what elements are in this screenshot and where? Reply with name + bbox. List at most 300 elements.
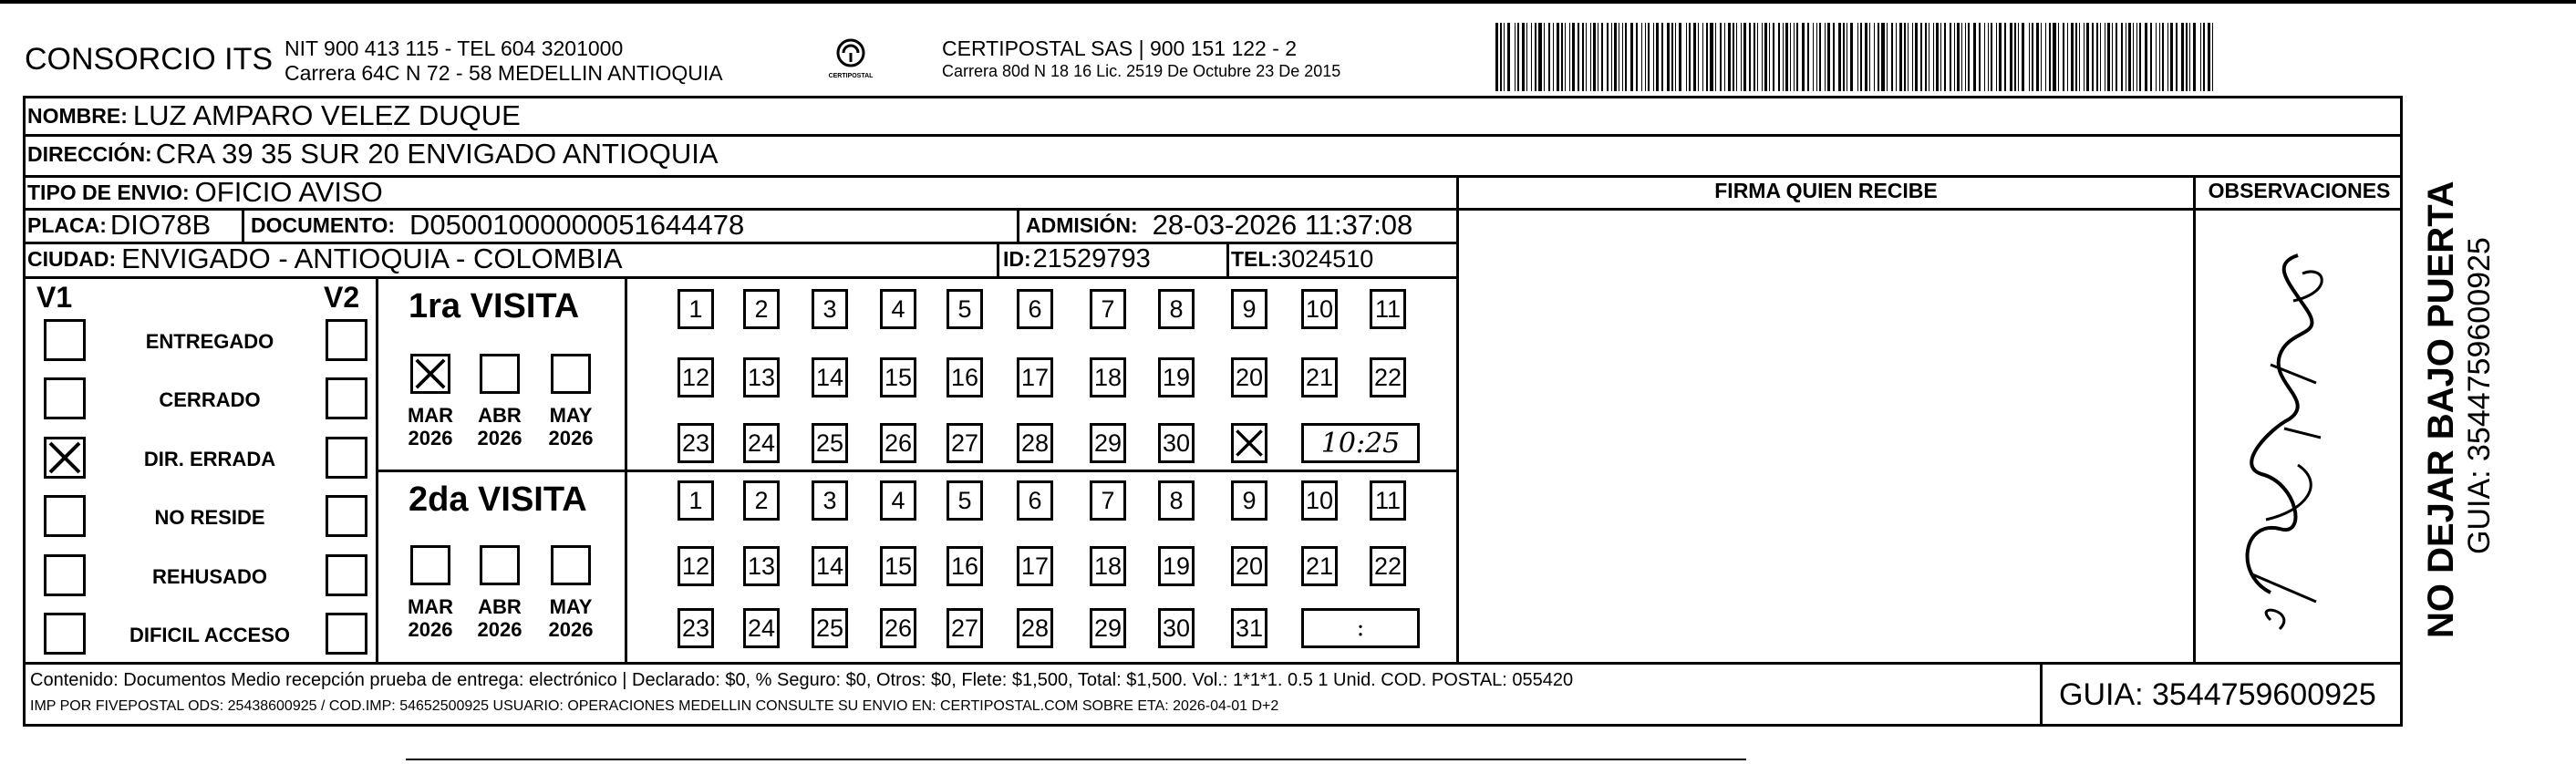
barcode-bar (2170, 23, 2173, 91)
barcode-bar (2067, 23, 2068, 91)
barcode-bar (1686, 23, 1687, 91)
footer-guia: GUIA: 3544759600925 (2059, 677, 2376, 712)
barcode-bar (1954, 23, 1955, 91)
barcode-bar (2208, 23, 2210, 91)
day-box[interactable]: 13 (743, 357, 780, 397)
barcode-bar (2136, 23, 2137, 91)
day-box[interactable]: 7 (1090, 480, 1126, 521)
barcode-bar (1984, 23, 1985, 91)
barcode-bar (1936, 23, 1939, 91)
day-box[interactable]: 21 (1301, 546, 1338, 586)
barcode-bar (1582, 23, 1584, 91)
day-box[interactable]: 15 (880, 357, 916, 397)
barcode-bar (2022, 23, 2024, 91)
second-visit-title: 2da VISITA (409, 480, 587, 519)
barcode (1495, 23, 2220, 91)
barcode-bar (1869, 23, 1870, 91)
barcode-bar (2086, 23, 2089, 91)
day-box[interactable]: 4 (880, 289, 916, 329)
barcode-bar (1991, 23, 1992, 91)
month-name: ABR (478, 595, 522, 618)
barcode-bar (1522, 23, 1525, 91)
day-box[interactable]: 11 (1370, 480, 1406, 521)
side-no-dejar: NO DEJAR BAJO PUERTA (2421, 181, 2461, 638)
placa-value: DIO78B (109, 209, 212, 241)
barcode-bar (2041, 23, 2042, 91)
admision-row (1026, 209, 1412, 242)
day-box[interactable]: 28 (1017, 608, 1053, 648)
barcode-bar (1689, 23, 1691, 91)
nombre-label: NOMBRE: (27, 103, 128, 128)
barcode-bar (1896, 23, 1897, 91)
carrier-license: Carrera 80d N 18 16 Lic. 2519 De Octubre 23 De 2015 (942, 62, 1341, 80)
month-checkbox[interactable] (410, 545, 450, 585)
day-box[interactable]: 16 (947, 546, 983, 586)
ciudad-value: ENVIGADO - ANTIOQUIA - COLOMBIA (121, 243, 623, 274)
day-box[interactable]: 29 (1090, 608, 1126, 648)
day-box[interactable]: 1 (678, 480, 714, 521)
barcode-bar (1794, 23, 1795, 91)
status-label: CERRADO (159, 388, 261, 411)
month-checkbox[interactable] (410, 354, 450, 394)
day-box[interactable]: 6 (1017, 480, 1053, 521)
barcode-bar (1572, 23, 1575, 91)
barcode-bar (1636, 23, 1638, 91)
barcode-bar (2010, 23, 2012, 91)
barcode-bar (1999, 23, 2002, 91)
barcode-bar (1653, 23, 1654, 91)
barcode-bar (1538, 23, 1542, 91)
barcode-bar (1878, 23, 1879, 91)
barcode-bar (2189, 23, 2190, 91)
barcode-bar (2116, 23, 2117, 91)
rule (242, 208, 244, 242)
barcode-bar (1743, 23, 1746, 91)
barcode-bar (1741, 23, 1742, 91)
barcode-bar (1785, 23, 1788, 91)
barcode-bar (1724, 23, 1725, 91)
day-box[interactable]: 18 (1090, 357, 1126, 397)
month-name: MAY (549, 404, 593, 427)
day-box[interactable]: 22 (1370, 546, 1406, 586)
barcode-bar (2186, 23, 2188, 91)
barcode-bar (1813, 23, 1814, 91)
v2-checkbox[interactable] (326, 319, 367, 361)
barcode-bar (1698, 23, 1699, 91)
barcode-bar (1611, 23, 1612, 91)
barcode-bar (2092, 23, 2094, 91)
v1-label: V1 (36, 281, 73, 314)
barcode-bar (1544, 23, 1545, 91)
barcode-bar (1590, 23, 1591, 91)
certipostal-logo (825, 36, 876, 86)
barcode-bar (1881, 23, 1885, 91)
day-box[interactable]: 29 (1090, 423, 1126, 463)
barcode-bar (1702, 23, 1703, 91)
day-box[interactable]: 6 (1017, 289, 1053, 329)
tel-value: 3024510 (1278, 244, 1374, 273)
barcode-bar (1979, 23, 1981, 91)
v2-checkbox[interactable] (326, 554, 367, 596)
first-visit-time[interactable]: 10:25 (1301, 423, 1420, 463)
rule (1456, 175, 1459, 662)
barcode-bar (1565, 23, 1566, 91)
day-box[interactable]: 26 (880, 423, 916, 463)
barcode-bar (2071, 23, 2074, 91)
day-box[interactable]: 17 (1017, 546, 1053, 586)
barcode-bar (2053, 23, 2056, 91)
barcode-bar (1944, 23, 1946, 91)
observaciones-header: OBSERVACIONES (2208, 179, 2391, 202)
month-checkbox[interactable] (480, 545, 520, 585)
day-box[interactable]: 3 (812, 289, 848, 329)
day-box[interactable]: 2 (743, 289, 780, 329)
placa-row (27, 209, 211, 242)
day-box[interactable]: 16 (947, 357, 983, 397)
barcode-bar (1790, 23, 1791, 91)
barcode-bar (1908, 23, 1909, 91)
v1-checkbox[interactable] (44, 495, 86, 537)
barcode-bar (1950, 23, 1951, 91)
month-year: 2026 (548, 618, 594, 641)
barcode-bar (1667, 23, 1670, 91)
barcode-bar (2084, 23, 2085, 91)
day-box[interactable]: 14 (812, 357, 848, 397)
barcode-bar (2049, 23, 2051, 91)
barcode-bar (1671, 23, 1673, 91)
barcode-bar (1769, 23, 1770, 91)
v2-checkbox[interactable] (326, 377, 367, 419)
day-box[interactable]: 9 (1231, 289, 1267, 329)
firma-header: FIRMA QUIEN RECIBE (1714, 179, 1938, 202)
day-box[interactable]: 8 (1158, 480, 1195, 521)
barcode-bar (1833, 23, 1835, 91)
barcode-bar (1961, 23, 1962, 91)
day-box[interactable]: 21 (1301, 357, 1338, 397)
day-box[interactable]: 19 (1158, 546, 1195, 586)
barcode-bar (2162, 23, 2164, 91)
barcode-bar (1807, 23, 1809, 91)
barcode-bar (1988, 23, 1989, 91)
day-box[interactable]: 4 (880, 480, 916, 521)
barcode-bar (1720, 23, 1722, 91)
day-box[interactable]: 15 (880, 546, 916, 586)
day-box[interactable]: 23 (678, 423, 714, 463)
barcode-bar (1593, 23, 1596, 91)
company-nit: NIT 900 413 115 - TEL 604 3201000 (284, 36, 624, 60)
barcode-bar (2058, 23, 2059, 91)
signature (2216, 246, 2353, 647)
barcode-bar (1802, 23, 1805, 91)
barcode-bar (2018, 23, 2019, 91)
id-row (1003, 243, 1151, 275)
barcode-bar (1614, 23, 1617, 91)
day-box[interactable]: 20 (1231, 357, 1267, 397)
company-name: CONSORCIO ITS (25, 42, 274, 77)
barcode-bar (1733, 23, 1734, 91)
barcode-bar (2004, 23, 2006, 91)
barcode-bar (1904, 23, 1906, 91)
barcode-bar (1728, 23, 1731, 91)
barcode-bar (1819, 23, 1821, 91)
nombre-value: LUZ AMPARO VELEZ DUQUE (132, 99, 521, 131)
nombre-row (27, 98, 521, 134)
barcode-bar (1757, 23, 1758, 91)
barcode-bar (1887, 23, 1888, 91)
rule (1017, 208, 1019, 242)
barcode-bar (2193, 23, 2196, 91)
barcode-bar (1607, 23, 1609, 91)
header (0, 0, 2576, 96)
barcode-bar (2121, 23, 2123, 91)
month-label (472, 595, 527, 641)
id-label: ID: (1003, 246, 1031, 271)
barcode-bar (2014, 23, 2016, 91)
day-box[interactable]: 7 (1090, 289, 1126, 329)
barcode-bar (1940, 23, 1941, 91)
barcode-bar (1749, 23, 1751, 91)
day-box[interactable]: 25 (812, 608, 848, 648)
month-name: MAR (407, 595, 454, 618)
day-box[interactable]: 10 (1301, 480, 1338, 521)
v1-checkbox[interactable] (44, 554, 86, 596)
status-label: DIR. ERRADA (143, 448, 276, 470)
day-box[interactable]: 27 (947, 423, 983, 463)
day-box[interactable]: 26 (880, 608, 916, 648)
day-box[interactable]: 10 (1301, 289, 1338, 329)
day-box[interactable]: 31 (1231, 608, 1267, 648)
month-checkbox[interactable] (551, 354, 591, 394)
barcode-bar (1710, 23, 1713, 91)
barcode-bar (1915, 23, 1918, 91)
status-label: DIFICIL ACCESO (129, 624, 290, 646)
footer-line2: IMP POR FIVEPOSTAL ODS: 25438600925 / COD.IMP: 54652500925 USUARIO: OPERACIONES MEDELLIN CONSULTE SU ENVIO EN: CERTIPOSTAL.COM SOBRE ETA: 2026-04-01 D+2 (30, 698, 1279, 714)
barcode-bar (1693, 23, 1696, 91)
v1-checkbox[interactable] (44, 319, 86, 361)
barcode-bar (2075, 23, 2077, 91)
day-box[interactable]: 2 (743, 480, 780, 521)
barcode-bar (1778, 23, 1780, 91)
barcode-bar (2176, 23, 2178, 91)
documento-row (251, 209, 744, 242)
barcode-bar (1715, 23, 1716, 91)
barcode-bar (1899, 23, 1902, 91)
barcode-bar (2156, 23, 2157, 91)
month-name: MAR (407, 404, 454, 427)
barcode-bar (1500, 23, 1502, 91)
tipo-label: TIPO DE ENVIO: (27, 180, 190, 204)
barcode-bar (1865, 23, 1867, 91)
rule (1456, 208, 2403, 211)
day-box[interactable]: 17 (1017, 357, 1053, 397)
barcode-bar (1569, 23, 1570, 91)
barcode-bar (1675, 23, 1676, 91)
day-box[interactable]: 9 (1231, 480, 1267, 521)
barcode-bar (2167, 23, 2168, 91)
barcode-bar (1557, 23, 1559, 91)
day-box[interactable]: 19 (1158, 357, 1195, 397)
barcode-bar (2036, 23, 2039, 91)
barcode-bar (1601, 23, 1603, 91)
barcode-bar (2133, 23, 2134, 91)
barcode-bar (1625, 23, 1627, 91)
direccion-row (27, 136, 719, 172)
rule (2193, 175, 2196, 662)
barcode-bar (1553, 23, 1554, 91)
rule (997, 242, 999, 276)
day-box[interactable]: 12 (678, 357, 714, 397)
bottom-rule (406, 759, 1746, 760)
barcode-bar (1645, 23, 1646, 91)
month-label (472, 404, 527, 449)
barcode-bar (1968, 23, 1970, 91)
status-label: REHUSADO (152, 565, 267, 588)
v2-checkbox[interactable] (326, 613, 367, 655)
barcode-bar (1920, 23, 1922, 91)
barcode-bar (1933, 23, 1934, 91)
month-year: 2026 (408, 618, 453, 641)
barcode-bar (1957, 23, 1960, 91)
tipo-row (27, 176, 383, 209)
barcode-bar (1891, 23, 1893, 91)
barcode-bar (1504, 23, 1505, 91)
documento-value: D05001000000051644478 (409, 209, 745, 241)
barcode-bar (1526, 23, 1527, 91)
day-box[interactable]: 24 (743, 608, 780, 648)
barcode-bar (1578, 23, 1579, 91)
barcode-bar (1736, 23, 1737, 91)
month-year: 2026 (477, 427, 522, 449)
day-box[interactable]: 20 (1231, 546, 1267, 586)
day-box[interactable]: 23 (678, 608, 714, 648)
placa-label: PLACA: (27, 212, 107, 237)
barcode-bar (1656, 23, 1659, 91)
day-box[interactable]: 8 (1158, 289, 1195, 329)
rule (23, 276, 1457, 279)
second-visit-time[interactable]: : (1301, 608, 1420, 648)
admision-value: 28-03-2026 11:37:08 (1152, 209, 1413, 241)
day-box[interactable]: 30 (1158, 423, 1195, 463)
month-year: 2026 (477, 618, 522, 641)
day-box[interactable]: 24 (743, 423, 780, 463)
barcode-bar (2159, 23, 2160, 91)
barcode-bar (1827, 23, 1830, 91)
day-box[interactable]: 25 (812, 423, 848, 463)
day-box[interactable]: 28 (1017, 423, 1053, 463)
day-box[interactable]: 5 (947, 480, 983, 521)
barcode-bar (2107, 23, 2110, 91)
day-box[interactable]: 13 (743, 546, 780, 586)
month-year: 2026 (548, 427, 594, 449)
tel-row (1231, 243, 1373, 275)
barcode-bar (1973, 23, 1976, 91)
day-box[interactable] (1231, 423, 1267, 463)
barcode-bar (2139, 23, 2141, 91)
carrier-name: CERTIPOSTAL SAS | 900 151 122 - 2 (942, 36, 1298, 60)
rule (376, 470, 1456, 472)
day-box[interactable]: 5 (947, 289, 983, 329)
barcode-bar (1548, 23, 1550, 91)
status-label: NO RESIDE (154, 506, 265, 529)
barcode-bar (2045, 23, 2046, 91)
v2-checkbox[interactable] (326, 495, 367, 537)
barcode-bar (2212, 23, 2213, 91)
day-box[interactable]: 27 (947, 608, 983, 648)
day-box[interactable]: 22 (1370, 357, 1406, 397)
barcode-bar (1860, 23, 1862, 91)
barcode-bar (2200, 23, 2201, 91)
barcode-bar (1912, 23, 1913, 91)
barcode-bar (1661, 23, 1663, 91)
barcode-bar (2181, 23, 2184, 91)
barcode-bar (1838, 23, 1841, 91)
day-box[interactable]: 12 (678, 546, 714, 586)
day-box[interactable]: 18 (1090, 546, 1126, 586)
month-label (543, 595, 598, 641)
v1-checkbox[interactable] (44, 377, 86, 419)
ciudad-row (27, 243, 623, 275)
barcode-bar (1843, 23, 1845, 91)
logo-text: CERTIPOSTAL (828, 73, 874, 79)
v1-checkbox[interactable] (44, 437, 86, 479)
month-label (403, 595, 458, 641)
barcode-bar (1762, 23, 1763, 91)
barcode-bar (2128, 23, 2131, 91)
barcode-bar (1648, 23, 1650, 91)
barcode-bar (1517, 23, 1519, 91)
month-checkbox[interactable] (480, 354, 520, 394)
day-box[interactable]: 14 (812, 546, 848, 586)
barcode-bar (1816, 23, 1817, 91)
company-address: Carrera 64C N 72 - 58 MEDELLIN ANTIOQUIA (284, 61, 723, 85)
barcode-bar (2150, 23, 2152, 91)
barcode-bar (1754, 23, 1755, 91)
side-guia: GUIA: 3544759600925 (2462, 237, 2497, 554)
month-name: ABR (478, 404, 522, 427)
barcode-bar (1773, 23, 1774, 91)
barcode-bar (2100, 23, 2101, 91)
day-box[interactable]: 11 (1370, 289, 1406, 329)
barcode-bar (1535, 23, 1536, 91)
barcode-bar (2096, 23, 2098, 91)
rule (625, 276, 627, 662)
tel-label: TEL: (1231, 246, 1278, 271)
barcode-bar (2145, 23, 2147, 91)
v1-checkbox[interactable] (44, 613, 86, 655)
month-checkbox[interactable] (551, 545, 591, 585)
day-box[interactable]: 3 (812, 480, 848, 521)
barcode-bar (1783, 23, 1784, 91)
barcode-bar (2029, 23, 2030, 91)
day-box[interactable]: 30 (1158, 608, 1195, 648)
direccion-value: CRA 39 35 SUR 20 ENVIGADO ANTIOQUIA (155, 138, 719, 170)
barcode-bar (1874, 23, 1875, 91)
tipo-value: OFICIO AVISO (194, 176, 383, 208)
month-year: 2026 (408, 427, 453, 449)
barcode-bar (1515, 23, 1516, 91)
v2-checkbox[interactable] (326, 437, 367, 479)
barcode-bar (1925, 23, 1927, 91)
rule (23, 662, 2403, 665)
barcode-bar (1561, 23, 1563, 91)
barcode-bar (1586, 23, 1587, 91)
day-box[interactable]: 1 (678, 289, 714, 329)
barcode-bar (2063, 23, 2064, 91)
month-label (403, 404, 458, 449)
rule (1226, 242, 1229, 276)
month-name: MAY (549, 595, 593, 618)
barcode-bar (1796, 23, 1798, 91)
